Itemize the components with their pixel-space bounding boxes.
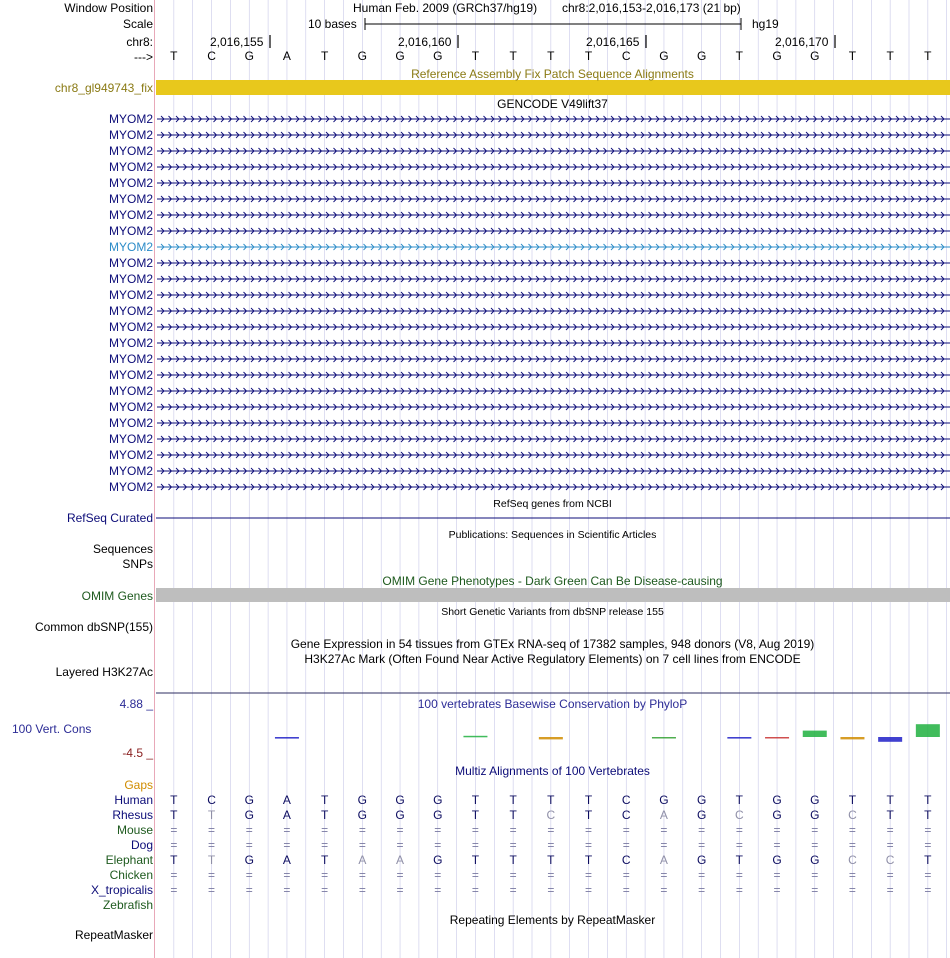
- multiz-base: C: [621, 808, 631, 822]
- ruler-tick-label: 2,016,155: [210, 35, 264, 49]
- multiz-base: =: [924, 883, 932, 897]
- multiz-base: =: [358, 883, 366, 897]
- multiz-base: =: [773, 838, 781, 852]
- phylop-mark: [878, 737, 902, 742]
- repeatmasker-track-label[interactable]: RepeatMasker: [74, 928, 153, 942]
- multiz-base: =: [886, 823, 894, 837]
- multiz-base: =: [585, 823, 593, 837]
- multiz-base: =: [924, 868, 932, 882]
- multiz-base: G: [810, 853, 820, 867]
- label-divider: [154, 0, 155, 958]
- phylop-mark: [916, 724, 940, 737]
- multiz-base: G: [433, 808, 443, 822]
- strand-label: --->: [134, 50, 153, 64]
- phylop-min-label: -4.5 _: [122, 746, 153, 760]
- multiz-base: =: [321, 868, 329, 882]
- multiz-base: =: [735, 883, 743, 897]
- multiz-base: =: [509, 868, 517, 882]
- gencode-gene-label[interactable]: MYOM2: [108, 464, 153, 478]
- multiz-base: =: [622, 883, 630, 897]
- window-position-value[interactable]: chr8:2,016,153-2,016,173 (21 bp): [562, 1, 741, 15]
- multiz-base: T: [735, 853, 744, 867]
- multiz-base: =: [208, 838, 216, 852]
- multiz-base: =: [547, 868, 555, 882]
- phylop-mark: [652, 737, 676, 739]
- multiz-base: T: [509, 853, 517, 867]
- publications-sequences-label[interactable]: Sequences: [92, 542, 153, 556]
- gencode-gene-label[interactable]: MYOM2: [108, 256, 153, 270]
- multiz-track-title: Multiz Alignments of 100 Vertebrates: [455, 764, 650, 778]
- multiz-species-label[interactable]: Elephant: [105, 853, 153, 867]
- multiz-species-label[interactable]: Mouse: [116, 823, 153, 837]
- multiz-base: G: [696, 793, 707, 807]
- multiz-base: T: [320, 793, 329, 807]
- multiz-base: G: [696, 853, 707, 867]
- multiz-base: T: [471, 808, 480, 822]
- phylop-mark: [275, 737, 299, 739]
- multiz-base: =: [660, 838, 668, 852]
- window-position-label: Window Position: [64, 1, 153, 15]
- multiz-base: G: [772, 808, 782, 822]
- base-letter: T: [735, 49, 744, 63]
- multiz-base: T: [735, 793, 744, 807]
- multiz-base: =: [735, 838, 743, 852]
- multiz-base: =: [848, 883, 856, 897]
- fix-patch-track-title: Reference Assembly Fix Patch Sequence Alignments: [411, 67, 694, 81]
- multiz-base: =: [396, 883, 404, 897]
- multiz-base: =: [811, 883, 819, 897]
- multiz-base: =: [283, 883, 291, 897]
- multiz-base: =: [773, 868, 781, 882]
- h3k27ac-track-label[interactable]: Layered H3K27Ac: [55, 665, 153, 679]
- gencode-gene-label[interactable]: MYOM2: [108, 416, 153, 430]
- multiz-base: G: [810, 793, 820, 807]
- multiz-base: T: [547, 853, 555, 867]
- phylop-mark: [803, 731, 827, 737]
- multiz-base: =: [170, 868, 178, 882]
- phylop-track-title: 100 vertebrates Basewise Conservation by PhyloP: [417, 697, 688, 711]
- multiz-base: =: [886, 838, 894, 852]
- scale-label: Scale: [122, 17, 153, 31]
- multiz-base: G: [772, 853, 782, 867]
- multiz-base: G: [244, 853, 254, 867]
- multiz-base: =: [208, 823, 216, 837]
- base-letter: T: [170, 49, 178, 63]
- gencode-gene-label[interactable]: MYOM2: [108, 480, 153, 494]
- multiz-base: =: [358, 868, 366, 882]
- multiz-base: T: [547, 793, 555, 807]
- gencode-gene-label[interactable]: MYOM2: [108, 304, 153, 318]
- multiz-base: =: [509, 823, 517, 837]
- multiz-base: C: [546, 808, 556, 822]
- base-letter: T: [924, 49, 932, 63]
- gencode-gene-label[interactable]: MYOM2: [108, 320, 153, 334]
- multiz-base: =: [471, 883, 479, 897]
- fix-patch-bar: [156, 80, 950, 95]
- omim-bar: [156, 588, 950, 602]
- multiz-base: =: [434, 823, 442, 837]
- multiz-base: G: [244, 793, 254, 807]
- gencode-gene-label[interactable]: MYOM2: [108, 144, 153, 158]
- multiz-base: T: [886, 808, 894, 822]
- ruler-tick-label: 2,016,165: [586, 35, 640, 49]
- multiz-base: C: [848, 808, 857, 822]
- multiz-base: A: [282, 793, 291, 807]
- multiz-base: =: [735, 823, 743, 837]
- multiz-base: =: [773, 823, 781, 837]
- gencode-gene-label[interactable]: MYOM2: [108, 400, 153, 414]
- fix-patch-track-label[interactable]: chr8_gl949743_fix: [54, 81, 153, 95]
- multiz-base: =: [622, 838, 630, 852]
- multiz-base: =: [396, 868, 404, 882]
- multiz-base: C: [848, 853, 857, 867]
- multiz-base: G: [433, 793, 443, 807]
- phylop-mark: [463, 736, 487, 738]
- multiz-base: =: [698, 823, 706, 837]
- phylop-max-label: 4.88 _: [119, 697, 153, 711]
- omim-track-label[interactable]: OMIM Genes: [81, 589, 153, 603]
- multiz-base: T: [207, 853, 216, 867]
- multiz-base: =: [585, 868, 593, 882]
- multiz-base: =: [208, 883, 216, 897]
- publications-snps-label[interactable]: SNPs: [122, 557, 153, 571]
- multiz-base: T: [471, 793, 480, 807]
- multiz-base: A: [358, 853, 367, 867]
- base-letter: T: [547, 49, 555, 63]
- multiz-base: C: [621, 793, 631, 807]
- multiz-base: =: [208, 868, 216, 882]
- multiz-base: =: [396, 823, 404, 837]
- multiz-base: T: [848, 793, 857, 807]
- multiz-base: G: [395, 793, 405, 807]
- multiz-base: A: [659, 808, 668, 822]
- multiz-base: =: [698, 838, 706, 852]
- ruler-tick-label: 2,016,170: [775, 35, 829, 49]
- multiz-base: =: [358, 838, 366, 852]
- multiz-species-label[interactable]: Rhesus: [112, 808, 153, 822]
- multiz-base: =: [245, 883, 253, 897]
- multiz-base: G: [772, 793, 782, 807]
- base-letter: T: [471, 49, 480, 63]
- multiz-base: G: [244, 808, 254, 822]
- multiz-base: T: [886, 793, 894, 807]
- publications-track-title: Publications: Sequences in Scientific Articles: [448, 529, 657, 541]
- refseq-track-title: RefSeq genes from NCBI: [493, 498, 612, 510]
- gencode-gene-label[interactable]: MYOM2: [108, 368, 153, 382]
- multiz-base: =: [585, 883, 593, 897]
- multiz-base: =: [660, 823, 668, 837]
- base-letter: T: [320, 49, 329, 63]
- gencode-gene-label[interactable]: MYOM2: [108, 352, 153, 366]
- multiz-base: =: [283, 868, 291, 882]
- gencode-gene-label[interactable]: MYOM2: [108, 384, 153, 398]
- multiz-base: C: [621, 853, 631, 867]
- multiz-base: T: [170, 853, 178, 867]
- multiz-base: =: [471, 868, 479, 882]
- multiz-base: =: [396, 838, 404, 852]
- multiz-base: T: [170, 808, 178, 822]
- scale-text: 10 bases: [308, 17, 357, 31]
- base-letter: G: [357, 49, 368, 63]
- multiz-base: C: [735, 808, 744, 822]
- base-letter: G: [659, 49, 669, 63]
- gtex-track-title: Gene Expression in 54 tissues from GTEx RNA-seq of 17382 samples, 948 donors (V8, Aug 2019): [290, 637, 815, 651]
- multiz-base: =: [434, 868, 442, 882]
- multiz-base: =: [434, 883, 442, 897]
- multiz-base: T: [509, 793, 517, 807]
- base-letter: G: [395, 49, 405, 63]
- multiz-base: G: [357, 793, 368, 807]
- gencode-gene-label[interactable]: MYOM2: [108, 240, 153, 254]
- multiz-base: =: [245, 838, 253, 852]
- multiz-base: =: [170, 838, 178, 852]
- multiz-base: =: [622, 868, 630, 882]
- repeatmasker-track-title: Repeating Elements by RepeatMasker: [449, 913, 656, 927]
- phylop-mark: [539, 737, 563, 739]
- multiz-base: T: [924, 793, 932, 807]
- multiz-base: =: [660, 883, 668, 897]
- base-letter: T: [509, 49, 517, 63]
- multiz-base: =: [924, 823, 932, 837]
- multiz-base: =: [660, 868, 668, 882]
- multiz-base: =: [170, 883, 178, 897]
- gencode-gene-label[interactable]: MYOM2: [108, 112, 153, 126]
- gencode-gene-label[interactable]: MYOM2: [108, 176, 153, 190]
- multiz-base: G: [357, 808, 368, 822]
- multiz-base: G: [395, 808, 405, 822]
- gencode-gene-label[interactable]: MYOM2: [108, 432, 153, 446]
- multiz-base: =: [698, 868, 706, 882]
- base-letter: G: [810, 49, 820, 63]
- gencode-gene-label[interactable]: MYOM2: [108, 288, 153, 302]
- multiz-base: C: [207, 793, 216, 807]
- ruler-tick-label: 2,016,160: [398, 35, 452, 49]
- multiz-base: =: [811, 868, 819, 882]
- multiz-base: =: [358, 823, 366, 837]
- gencode-gene-label[interactable]: MYOM2: [108, 448, 153, 462]
- multiz-base: =: [283, 823, 291, 837]
- multiz-base: T: [320, 853, 329, 867]
- h3k27ac-track-title: H3K27Ac Mark (Often Found Near Active Regulatory Elements) on 7 cell lines from ENCODE: [304, 652, 801, 666]
- multiz-base: T: [584, 808, 593, 822]
- assembly-title: Human Feb. 2009 (GRCh37/hg19): [353, 1, 538, 15]
- multiz-base: =: [886, 868, 894, 882]
- multiz-base: G: [659, 793, 669, 807]
- gencode-gene-label[interactable]: MYOM2: [108, 272, 153, 286]
- multiz-base: =: [811, 838, 819, 852]
- gencode-gene-label[interactable]: MYOM2: [108, 192, 153, 206]
- multiz-base: =: [735, 868, 743, 882]
- multiz-base: =: [848, 868, 856, 882]
- multiz-base: A: [282, 808, 291, 822]
- multiz-base: =: [924, 838, 932, 852]
- multiz-base: =: [283, 838, 291, 852]
- multiz-base: T: [207, 808, 216, 822]
- base-letter: C: [621, 49, 631, 63]
- refseq-track-label[interactable]: RefSeq Curated: [66, 511, 153, 525]
- base-letter: A: [282, 49, 291, 63]
- multiz-base: G: [696, 808, 707, 822]
- base-letter: G: [244, 49, 254, 63]
- multiz-base: T: [584, 793, 593, 807]
- scale-assembly: hg19: [752, 17, 779, 31]
- dbsnp-track-label[interactable]: Common dbSNP(155): [34, 620, 153, 634]
- multiz-base: =: [547, 823, 555, 837]
- multiz-base: =: [848, 838, 856, 852]
- multiz-base: T: [170, 793, 178, 807]
- gencode-gene-label[interactable]: MYOM2: [108, 224, 153, 238]
- multiz-species-label[interactable]: Human: [114, 793, 153, 807]
- multiz-base: =: [848, 823, 856, 837]
- multiz-base: =: [509, 883, 517, 897]
- multiz-base: =: [170, 823, 178, 837]
- multiz-base: =: [321, 838, 329, 852]
- multiz-base: =: [547, 883, 555, 897]
- chrom-label: chr8:: [126, 35, 153, 49]
- gencode-gene-label[interactable]: MYOM2: [108, 128, 153, 142]
- gencode-track-title: GENCODE V49lift37: [497, 97, 608, 111]
- phylop-mark: [840, 737, 864, 739]
- multiz-base: T: [320, 808, 329, 822]
- multiz-base: =: [585, 838, 593, 852]
- multiz-base: A: [659, 853, 668, 867]
- base-letter: G: [772, 49, 782, 63]
- multiz-base: =: [245, 868, 253, 882]
- multiz-base: T: [924, 808, 932, 822]
- multiz-base: T: [924, 853, 932, 867]
- phylop-mark: [727, 737, 751, 739]
- phylop-track-label[interactable]: 100 Vert. Cons: [12, 722, 92, 736]
- multiz-base: A: [396, 853, 405, 867]
- omim-track-title: OMIM Gene Phenotypes - Dark Green Can Be Disease-causing: [382, 574, 723, 588]
- multiz-base: T: [509, 808, 517, 822]
- multiz-base: =: [471, 838, 479, 852]
- base-letter: T: [584, 49, 593, 63]
- multiz-base: =: [622, 823, 630, 837]
- base-letter: G: [433, 49, 443, 63]
- base-letter: T: [886, 49, 894, 63]
- multiz-species-label[interactable]: Dog: [130, 838, 153, 852]
- multiz-species-label[interactable]: X_tropicalis: [90, 883, 153, 897]
- multiz-base: A: [282, 853, 291, 867]
- base-letter: G: [696, 49, 707, 63]
- multiz-base: G: [810, 808, 820, 822]
- multiz-base: =: [773, 883, 781, 897]
- dbsnp-track-title: Short Genetic Variants from dbSNP release 155: [441, 606, 664, 618]
- multiz-base: T: [584, 853, 593, 867]
- multiz-base: =: [245, 823, 253, 837]
- gencode-gene-label[interactable]: MYOM2: [108, 160, 153, 174]
- multiz-base: =: [321, 823, 329, 837]
- multiz-base: C: [885, 853, 895, 867]
- multiz-species-label[interactable]: Chicken: [109, 868, 153, 882]
- gencode-gene-label[interactable]: MYOM2: [108, 336, 153, 350]
- multiz-species-label[interactable]: Zebrafish: [102, 898, 153, 912]
- base-letter: T: [848, 49, 857, 63]
- phylop-mark: [765, 737, 789, 739]
- gencode-gene-label[interactable]: MYOM2: [108, 208, 153, 222]
- multiz-base: =: [434, 838, 442, 852]
- multiz-base: =: [321, 883, 329, 897]
- multiz-base: =: [509, 838, 517, 852]
- multiz-base: =: [886, 883, 894, 897]
- multiz-base: G: [433, 853, 443, 867]
- multiz-base: =: [811, 823, 819, 837]
- multiz-gaps-label: Gaps: [124, 778, 153, 792]
- multiz-base: T: [471, 853, 480, 867]
- multiz-base: =: [547, 838, 555, 852]
- base-letter: C: [207, 49, 216, 63]
- multiz-base: =: [698, 883, 706, 897]
- multiz-base: =: [471, 823, 479, 837]
